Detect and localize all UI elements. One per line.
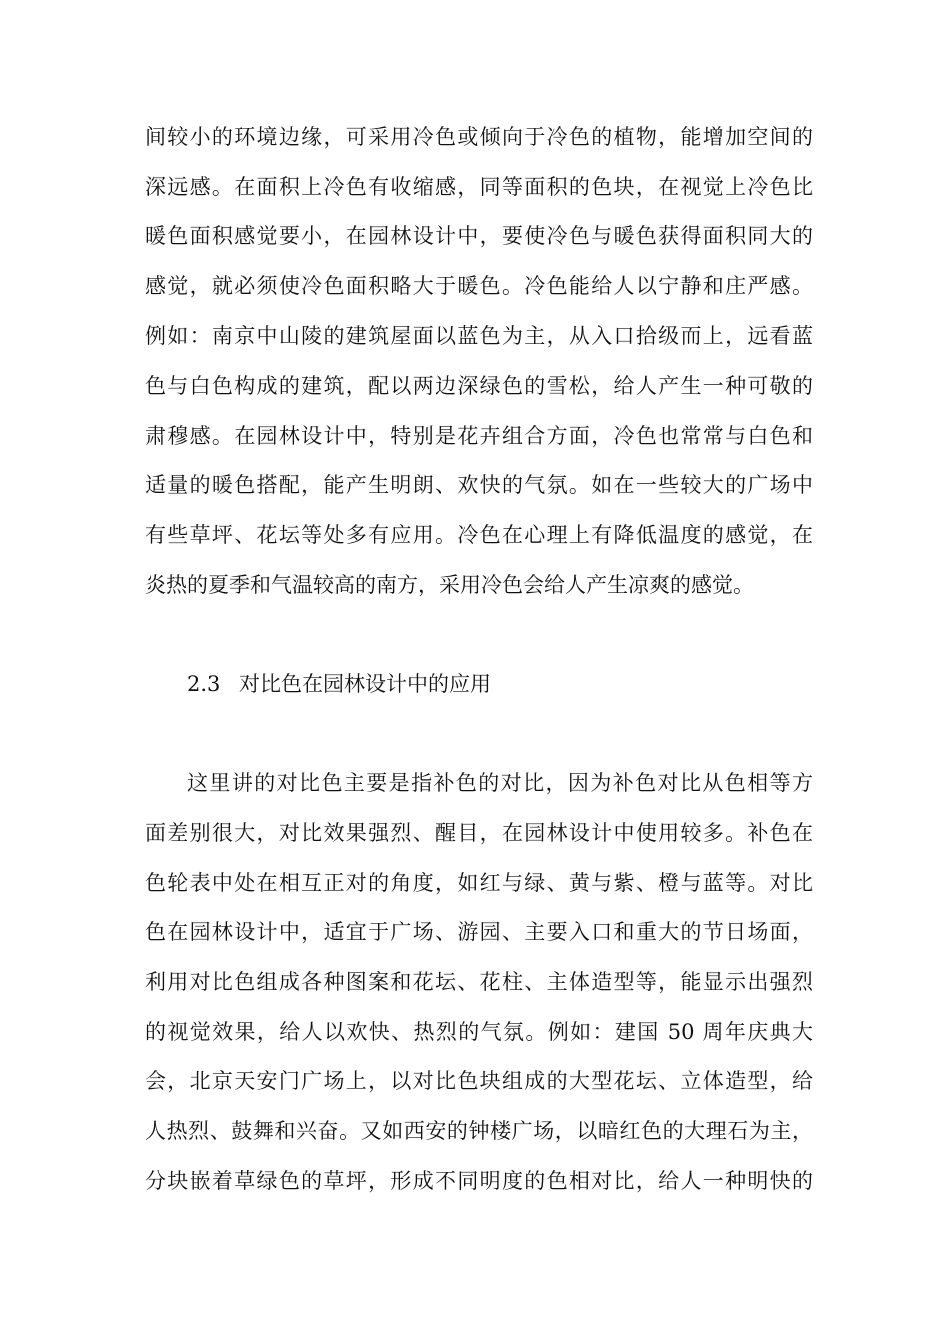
text-line: 深远感。在面积上冷色有收缩感，同等面积的色块，在视觉上冷色比	[145, 175, 813, 199]
text-line: 的视觉效果，给人以欢快、热烈的气氛。例如：建国 50 周年庆典大	[145, 1020, 813, 1044]
section-number: 2.3	[187, 672, 221, 696]
text-line: 适量的暖色搭配，能产生明朗、欢快的气氛。如在一些较大的广场中	[145, 473, 813, 497]
section-heading	[187, 669, 491, 699]
text-line: 色在园林设计中，适宜于广场、游园、主要入口和重大的节日场面，	[145, 920, 813, 944]
text-line: 有些草坪、花坛等处多有应用。冷色在心理上有降低温度的感觉，在	[145, 523, 813, 547]
text-line: 分块嵌着草绿色的草坪，形成不同明度的色相对比，给人一种明快的	[145, 1169, 813, 1193]
text-line: 色轮表中处在相互正对的角度，如红与绿、黄与紫、橙与蓝等。对比	[145, 871, 813, 895]
text-line: 暖色面积感觉要小，在园林设计中，要使冷色与暖色获得面积同大的	[145, 224, 813, 248]
text-line: 感觉，就必须使冷色面积略大于暖色。冷色能给人以宁静和庄严感。	[145, 274, 813, 298]
text-line: 例如：南京中山陵的建筑屋面以蓝色为主，从入口拾级而上，远看蓝	[145, 324, 813, 348]
section-title: 对比色在园林设计中的应用	[239, 672, 491, 696]
text-line: 肃穆感。在园林设计中，特别是花卉组合方面，冷色也常常与白色和	[145, 424, 813, 448]
text-line: 这里讲的对比色主要是指补色的对比，因为补色对比从色相等方	[187, 771, 813, 795]
text-line: 利用对比色组成各种图案和花坛、花柱、主体造型等，能显示出强烈	[145, 970, 813, 994]
text-line: 炎热的夏季和气温较高的南方，采用冷色会给人产生凉爽的感觉。	[145, 573, 754, 597]
text-line: 会，北京天安门广场上，以对比色块组成的大型花坛、立体造型，给	[145, 1069, 813, 1093]
text-line: 面差别很大，对比效果强烈、醒目，在园林设计中使用较多。补色在	[145, 821, 813, 845]
text-line: 色与白色构成的建筑，配以两边深绿色的雪松，给人产生一种可敬的	[145, 374, 813, 398]
text-line: 间较小的环境边缘，可采用冷色或倾向于冷色的植物，能增加空间的	[145, 125, 813, 149]
text-line: 人热烈、鼓舞和兴奋。又如西安的钟楼广场，以暗红色的大理石为主，	[145, 1119, 813, 1143]
